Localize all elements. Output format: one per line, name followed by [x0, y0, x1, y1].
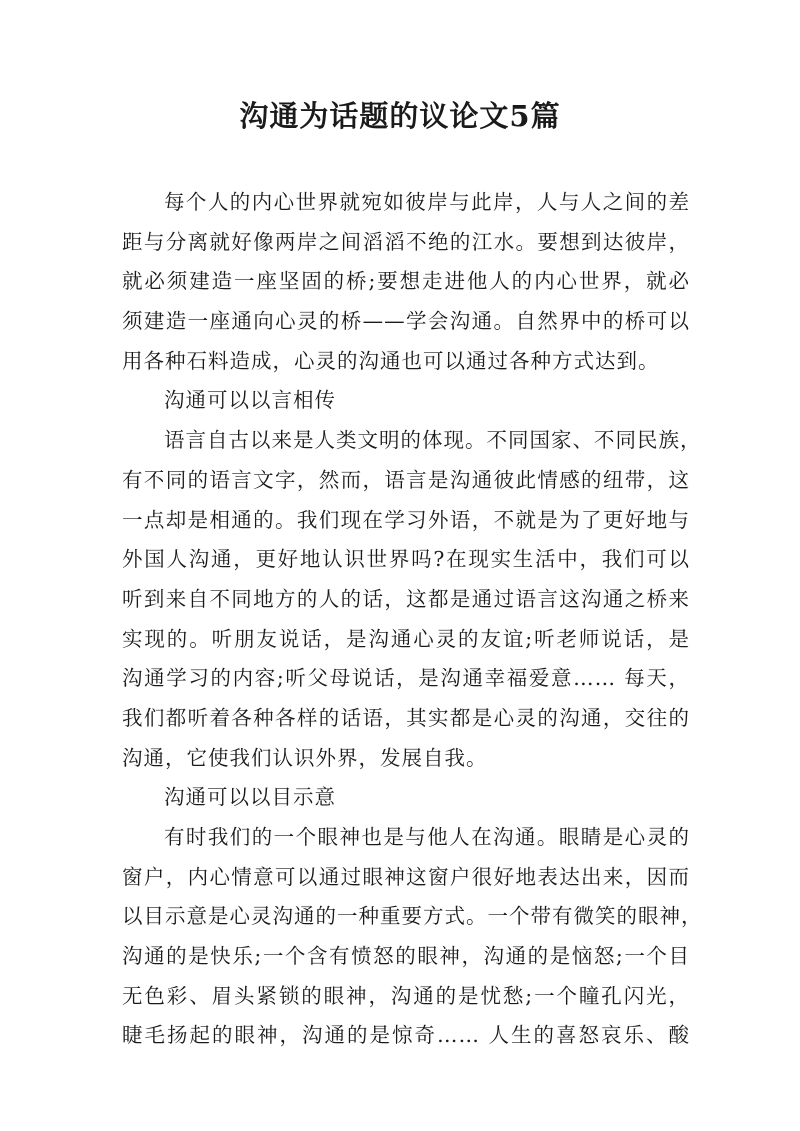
paragraph-line: 实现的。听朋友说话，是沟通心灵的友谊;听老师说话，是 [122, 626, 690, 651]
section-heading: 沟通可以以目示意 [164, 785, 336, 810]
paragraph-line: 用各种石料造成，心灵的沟通也可以通过各种方式达到。 [122, 348, 660, 373]
paragraph-line: 听到来自不同地方的人的话，这都是通过语言这沟通之桥来 [122, 586, 690, 611]
document-title: 沟通为话题的议论文5篇 [239, 99, 561, 133]
paragraph-line: 有时我们的一个眼神也是与他人在沟通。眼睛是心灵的 [164, 825, 690, 849]
paragraph-line: 就必须建造一座坚固的桥;要想走进他人的内心世界，就必 [122, 269, 690, 294]
paragraph-line: 语言自古以来是人类文明的体现。不同国家、不同民族， [164, 428, 702, 453]
paragraph-line: 睫毛扬起的眼神，沟通的是惊奇…… 人生的喜怒哀乐、酸 [122, 1023, 690, 1048]
paragraph-line: 我们都听着各种各样的话语，其实都是心灵的沟通，交往的 [122, 705, 690, 730]
paragraph-line: 须建造一座通向心灵的桥——学会沟通。自然界中的桥可以 [122, 309, 690, 334]
paragraph-line: 以目示意是心灵沟通的一种重要方式。一个带有微笑的眼神， [122, 904, 703, 929]
paragraph-line: 沟通学习的内容;听父母说话，是沟通幸福爱意…… 每天， [122, 666, 690, 691]
paragraph-line: 一点却是相通的。我们现在学习外语，不就是为了更好地与 [122, 507, 690, 532]
paragraph-line: 无色彩、眉头紧锁的眼神，沟通的是忧愁;一个瞳孔闪光， [122, 983, 690, 1008]
paragraph-line: 外国人沟通，更好地认识世界吗?在现实生活中，我们可以 [122, 547, 690, 572]
paragraph-line: 距与分离就好像两岸之间滔滔不绝的江水。要想到达彼岸， [122, 229, 690, 254]
section-heading: 沟通可以以言相传 [164, 388, 336, 413]
document-body [122, 183, 703, 1056]
paragraph-line: 窗户，内心情意可以通过眼神这窗户很好地表达出来，因而 [122, 864, 690, 889]
paragraph-line: 沟通，它使我们认识外界，发展自我。 [122, 745, 488, 770]
paragraph-line: 沟通的是快乐;一个含有愤怒的眼神，沟通的是恼怒;一个目 [122, 944, 690, 969]
paragraph-line: 每个人的内心世界就宛如彼岸与此岸，人与人之间的差 [164, 190, 690, 214]
paragraph-line: 有不同的语言文字，然而，语言是沟通彼此情感的纽带，这 [122, 467, 690, 492]
